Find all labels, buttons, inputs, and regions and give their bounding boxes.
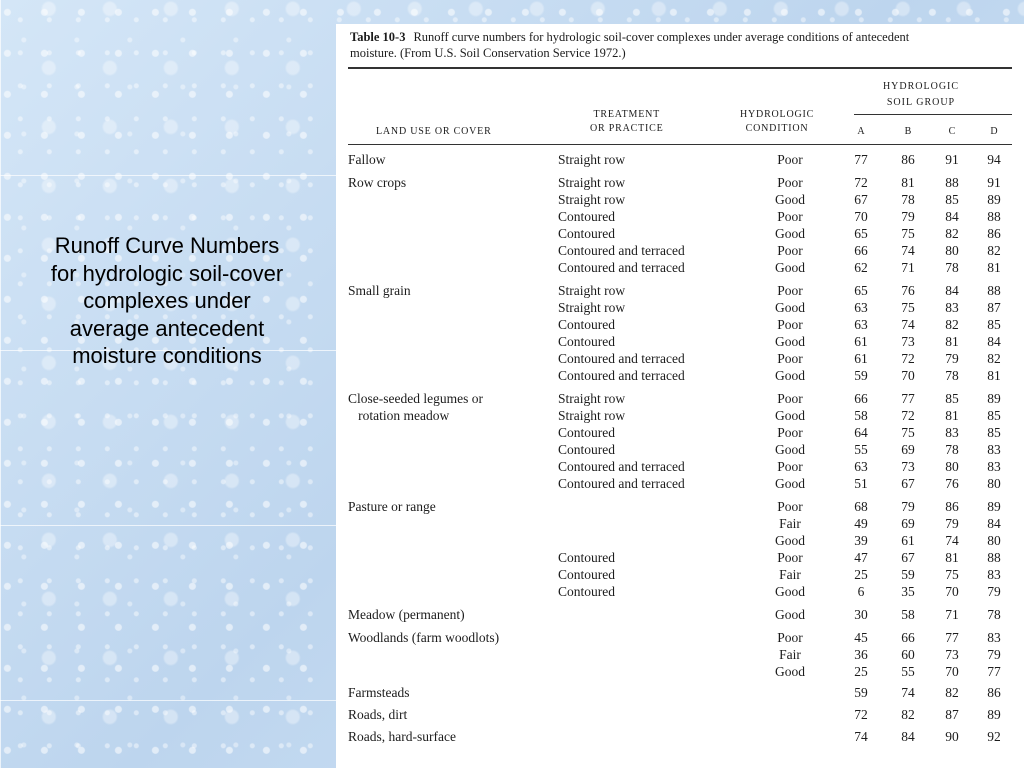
soil-group-header-line: SOIL GROUP xyxy=(886,97,956,108)
curve-number-c: 79 xyxy=(945,516,959,531)
condition-cell: Good xyxy=(775,664,805,679)
curve-number-b: 72 xyxy=(901,351,915,366)
condition-cell: Good xyxy=(775,260,805,275)
curve-number-c: 85 xyxy=(945,391,959,406)
curve-number-b: 61 xyxy=(901,533,915,548)
land-use-cell: Pasture or range xyxy=(348,499,436,514)
table-title-line: Runoff curve numbers for hydrologic soil-cover complexes under average conditions of antecedent xyxy=(413,30,910,44)
curve-number-d: 89 xyxy=(987,499,1001,514)
caption-line: Runoff Curve Numbers xyxy=(54,233,280,258)
curve-number-b: 69 xyxy=(901,516,915,531)
condition-cell: Good xyxy=(775,334,805,349)
table-row xyxy=(336,728,1024,745)
condition-cell: Poor xyxy=(777,499,803,514)
curve-number-c: 87 xyxy=(945,707,959,722)
curve-number-d: 88 xyxy=(987,283,1001,298)
curve-number-b: 35 xyxy=(901,584,915,599)
curve-number-c: 90 xyxy=(945,729,959,744)
condition-cell: Good xyxy=(775,408,805,423)
land-use-cell: Row crops xyxy=(348,175,407,190)
table-row xyxy=(336,629,1024,646)
curve-number-d: 78 xyxy=(987,607,1001,622)
condition-cell: Good xyxy=(775,368,805,383)
table-row xyxy=(336,208,1024,225)
curve-number-b: 60 xyxy=(901,647,915,662)
curve-number-d: 81 xyxy=(987,260,1001,275)
table-row xyxy=(336,441,1024,458)
curve-number-c: 76 xyxy=(945,476,959,491)
treatment-header-line: OR PRACTICE xyxy=(590,123,664,134)
treatment-cell: Contoured xyxy=(558,209,615,224)
curve-number-a: 67 xyxy=(854,192,868,207)
group-c-header: C xyxy=(948,126,956,137)
curve-number-a: 61 xyxy=(854,351,868,366)
curve-number-c: 70 xyxy=(945,584,959,599)
curve-number-a: 65 xyxy=(854,283,868,298)
table-row xyxy=(336,242,1024,259)
table-row xyxy=(336,282,1024,299)
table-row xyxy=(336,549,1024,566)
treatment-cell: Straight row xyxy=(558,283,626,298)
curve-number-b: 86 xyxy=(901,152,915,167)
curve-number-d: 89 xyxy=(987,391,1001,406)
soil-group-rule xyxy=(854,114,1012,115)
table-row xyxy=(336,191,1024,208)
curve-number-c: 70 xyxy=(945,664,959,679)
curve-number-a: 25 xyxy=(854,664,868,679)
curve-number-b: 59 xyxy=(901,567,915,582)
curve-number-c: 84 xyxy=(945,283,959,298)
treatment-cell: Contoured and terraced xyxy=(558,476,685,491)
curve-number-a: 45 xyxy=(854,630,868,645)
land-use-cell: Close-seeded legumes or xyxy=(348,391,483,406)
curve-number-d: 81 xyxy=(987,368,1001,383)
treatment-cell: Contoured xyxy=(558,317,615,332)
curve-number-c: 78 xyxy=(945,442,959,457)
curve-number-d: 79 xyxy=(987,584,1001,599)
treatment-cell: Straight row xyxy=(558,152,626,167)
condition-header-line: CONDITION xyxy=(745,123,809,134)
curve-number-d: 87 xyxy=(987,300,1001,315)
soil-group-header xyxy=(876,79,966,111)
land-use-cell: rotation meadow xyxy=(348,408,450,423)
curve-number-b: 69 xyxy=(901,442,915,457)
curve-number-c: 82 xyxy=(945,685,959,700)
condition-cell: Good xyxy=(775,584,805,599)
curve-number-d: 86 xyxy=(987,226,1001,241)
curve-number-b: 81 xyxy=(901,175,915,190)
condition-cell: Good xyxy=(775,607,805,622)
curve-number-c: 84 xyxy=(945,209,959,224)
curve-number-c: 81 xyxy=(945,550,959,565)
treatment-cell: Contoured xyxy=(558,567,615,582)
curve-number-a: 72 xyxy=(854,175,868,190)
curve-number-a: 64 xyxy=(854,425,868,440)
curve-number-a: 49 xyxy=(854,516,868,531)
table-row xyxy=(336,316,1024,333)
curve-number-a: 65 xyxy=(854,226,868,241)
curve-number-c: 83 xyxy=(945,300,959,315)
curve-number-d: 84 xyxy=(987,334,1001,349)
condition-cell: Poor xyxy=(777,317,803,332)
scanned-table-image xyxy=(336,24,1024,768)
treatment-cell: Contoured xyxy=(558,334,615,349)
top-rule xyxy=(348,67,1012,69)
table-row xyxy=(336,367,1024,384)
treatment-cell: Contoured xyxy=(558,226,615,241)
curve-number-d: 79 xyxy=(987,647,1001,662)
treatment-cell: Contoured and terraced xyxy=(558,243,685,258)
condition-cell: Fair xyxy=(779,647,801,662)
caption-line: complexes under xyxy=(83,288,251,313)
curve-number-c: 78 xyxy=(945,368,959,383)
curve-number-a: 63 xyxy=(854,317,868,332)
treatment-cell: Contoured and terraced xyxy=(558,351,685,366)
curve-number-a: 36 xyxy=(854,647,868,662)
table-title-line: moisture. (From U.S. Soil Conservation Service 1972.) xyxy=(350,46,626,60)
curve-number-d: 88 xyxy=(987,550,1001,565)
curve-number-c: 83 xyxy=(945,425,959,440)
table-row xyxy=(336,606,1024,623)
curve-number-a: 55 xyxy=(854,442,868,457)
curve-number-c: 86 xyxy=(945,499,959,514)
curve-number-d: 82 xyxy=(987,243,1001,258)
treatment-cell: Straight row xyxy=(558,408,626,423)
group-d-header: D xyxy=(990,126,998,137)
curve-number-d: 83 xyxy=(987,630,1001,645)
land-use-cell: Fallow xyxy=(348,152,386,167)
curve-number-d: 89 xyxy=(987,707,1001,722)
caption-line: moisture conditions xyxy=(72,343,262,368)
curve-number-d: 80 xyxy=(987,533,1001,548)
curve-number-d: 80 xyxy=(987,476,1001,491)
curve-number-b: 74 xyxy=(901,685,915,700)
curve-number-d: 91 xyxy=(987,175,1001,190)
curve-number-b: 67 xyxy=(901,476,915,491)
curve-number-b: 79 xyxy=(901,209,915,224)
curve-number-c: 80 xyxy=(945,459,959,474)
condition-cell: Good xyxy=(775,192,805,207)
header-rule xyxy=(348,144,1012,145)
treatment-cell: Straight row xyxy=(558,192,626,207)
curve-number-a: 59 xyxy=(854,685,868,700)
table-row xyxy=(336,475,1024,492)
condition-cell: Poor xyxy=(777,550,803,565)
curve-number-b: 79 xyxy=(901,499,915,514)
condition-cell: Good xyxy=(775,226,805,241)
table-row xyxy=(336,646,1024,663)
curve-number-b: 70 xyxy=(901,368,915,383)
curve-number-a: 63 xyxy=(854,459,868,474)
curve-number-a: 39 xyxy=(854,533,868,548)
condition-cell: Poor xyxy=(777,209,803,224)
condition-header-line: HYDROLOGIC xyxy=(740,109,815,120)
table-caption xyxy=(350,29,1010,61)
caption-line: for hydrologic soil-cover xyxy=(50,260,284,286)
curve-number-a: 72 xyxy=(854,707,868,722)
treatment-cell: Contoured xyxy=(558,425,615,440)
curve-number-d: 77 xyxy=(987,664,1001,679)
curve-number-c: 78 xyxy=(945,260,959,275)
curve-number-d: 86 xyxy=(987,685,1001,700)
curve-number-a: 30 xyxy=(854,607,868,622)
land-use-cell: Meadow (permanent) xyxy=(348,607,465,622)
table-row xyxy=(336,498,1024,515)
condition-cell: Poor xyxy=(777,283,803,298)
table-row xyxy=(336,299,1024,316)
curve-number-b: 72 xyxy=(901,408,915,423)
curve-number-a: 59 xyxy=(854,368,868,383)
table-row xyxy=(336,515,1024,532)
curve-number-a: 70 xyxy=(854,209,868,224)
curve-number-d: 82 xyxy=(987,351,1001,366)
curve-number-a: 74 xyxy=(854,729,868,744)
condition-cell: Poor xyxy=(777,152,803,167)
curve-number-b: 58 xyxy=(901,607,915,622)
treatment-cell: Straight row xyxy=(558,175,626,190)
condition-cell: Fair xyxy=(779,567,801,582)
curve-number-b: 75 xyxy=(901,226,915,241)
curve-number-c: 88 xyxy=(945,175,959,190)
condition-cell: Poor xyxy=(777,391,803,406)
table-row xyxy=(336,407,1024,424)
curve-number-b: 71 xyxy=(901,260,915,275)
table-row xyxy=(336,151,1024,168)
land-use-cell: Small grain xyxy=(348,283,411,298)
curve-number-c: 81 xyxy=(945,334,959,349)
land-use-header: LAND USE OR COVER xyxy=(376,126,492,137)
curve-number-a: 66 xyxy=(854,391,868,406)
table-row xyxy=(336,390,1024,407)
condition-cell: Poor xyxy=(777,243,803,258)
table-row xyxy=(336,706,1024,723)
curve-number-b: 75 xyxy=(901,300,915,315)
condition-cell: Good xyxy=(775,442,805,457)
curve-number-b: 74 xyxy=(901,243,915,258)
land-use-cell: Roads, dirt xyxy=(348,707,408,722)
background-tile-seam xyxy=(0,0,1,768)
table-row xyxy=(336,174,1024,191)
curve-number-a: 63 xyxy=(854,300,868,315)
curve-number-c: 71 xyxy=(945,607,959,622)
treatment-cell: Contoured xyxy=(558,584,615,599)
group-a-header: A xyxy=(857,126,865,137)
curve-number-d: 88 xyxy=(987,209,1001,224)
table-row xyxy=(336,532,1024,549)
curve-number-d: 92 xyxy=(987,729,1001,744)
caption-line: average antecedent xyxy=(69,315,265,341)
table-row xyxy=(336,350,1024,367)
condition-header xyxy=(740,108,814,136)
group-b-header: B xyxy=(904,126,912,137)
soil-group-header-line: HYDROLOGIC xyxy=(882,81,960,92)
curve-number-b: 82 xyxy=(901,707,915,722)
curve-number-b: 74 xyxy=(901,317,915,332)
land-use-cell: Roads, hard-surface xyxy=(348,729,456,744)
curve-number-d: 89 xyxy=(987,192,1001,207)
slide-caption xyxy=(8,232,326,370)
treatment-header xyxy=(590,108,664,136)
curve-number-b: 77 xyxy=(901,391,915,406)
curve-number-d: 83 xyxy=(987,442,1001,457)
table-row xyxy=(336,333,1024,350)
treatment-cell: Contoured and terraced xyxy=(558,459,685,474)
curve-number-a: 66 xyxy=(854,243,868,258)
curve-number-b: 73 xyxy=(901,459,915,474)
table-label: Table 10-3 xyxy=(350,30,406,44)
curve-number-d: 83 xyxy=(987,459,1001,474)
curve-number-b: 75 xyxy=(901,425,915,440)
treatment-cell: Straight row xyxy=(558,300,626,315)
curve-number-a: 58 xyxy=(854,408,868,423)
curve-number-c: 73 xyxy=(945,647,959,662)
table-row xyxy=(336,684,1024,701)
table-row xyxy=(336,458,1024,475)
curve-number-b: 73 xyxy=(901,334,915,349)
treatment-cell: Contoured xyxy=(558,550,615,565)
curve-number-d: 83 xyxy=(987,567,1001,582)
curve-number-c: 82 xyxy=(945,317,959,332)
curve-number-b: 76 xyxy=(901,283,915,298)
curve-number-b: 66 xyxy=(901,630,915,645)
condition-cell: Poor xyxy=(777,459,803,474)
condition-cell: Fair xyxy=(779,516,801,531)
treatment-cell: Contoured and terraced xyxy=(558,260,685,275)
condition-cell: Poor xyxy=(777,175,803,190)
condition-cell: Poor xyxy=(777,630,803,645)
curve-number-a: 77 xyxy=(854,152,868,167)
curve-number-a: 6 xyxy=(857,584,865,599)
treatment-cell: Contoured xyxy=(558,442,615,457)
curve-number-c: 91 xyxy=(945,152,959,167)
curve-number-c: 79 xyxy=(945,351,959,366)
curve-number-c: 75 xyxy=(945,567,959,582)
treatment-cell: Contoured and terraced xyxy=(558,368,685,383)
curve-number-c: 82 xyxy=(945,226,959,241)
curve-number-c: 85 xyxy=(945,192,959,207)
curve-number-d: 84 xyxy=(987,516,1001,531)
curve-number-c: 80 xyxy=(945,243,959,258)
curve-number-d: 94 xyxy=(987,152,1001,167)
curve-number-b: 55 xyxy=(901,664,915,679)
curve-number-a: 68 xyxy=(854,499,868,514)
curve-number-d: 85 xyxy=(987,408,1001,423)
table-row xyxy=(336,259,1024,276)
condition-cell: Good xyxy=(775,300,805,315)
condition-cell: Poor xyxy=(777,351,803,366)
condition-cell: Good xyxy=(775,476,805,491)
curve-number-c: 77 xyxy=(945,630,959,645)
curve-number-b: 78 xyxy=(901,192,915,207)
condition-cell: Poor xyxy=(777,425,803,440)
land-use-cell: Woodlands (farm woodlots) xyxy=(348,630,500,645)
condition-cell: Good xyxy=(775,533,805,548)
curve-number-d: 85 xyxy=(987,317,1001,332)
treatment-cell: Straight row xyxy=(558,391,626,406)
table-row xyxy=(336,424,1024,441)
curve-number-a: 61 xyxy=(854,334,868,349)
curve-number-b: 84 xyxy=(901,729,915,744)
curve-number-a: 62 xyxy=(854,260,868,275)
table-row xyxy=(336,225,1024,242)
curve-number-c: 74 xyxy=(945,533,959,548)
land-use-cell: Farmsteads xyxy=(348,685,410,700)
curve-number-d: 85 xyxy=(987,425,1001,440)
table-row xyxy=(336,566,1024,583)
treatment-header-line: TREATMENT xyxy=(593,109,661,120)
table-row xyxy=(336,583,1024,600)
curve-number-b: 67 xyxy=(901,550,915,565)
curve-number-a: 51 xyxy=(854,476,868,491)
curve-number-c: 81 xyxy=(945,408,959,423)
curve-number-a: 47 xyxy=(854,550,868,565)
curve-number-a: 25 xyxy=(854,567,868,582)
table-row xyxy=(336,663,1024,680)
